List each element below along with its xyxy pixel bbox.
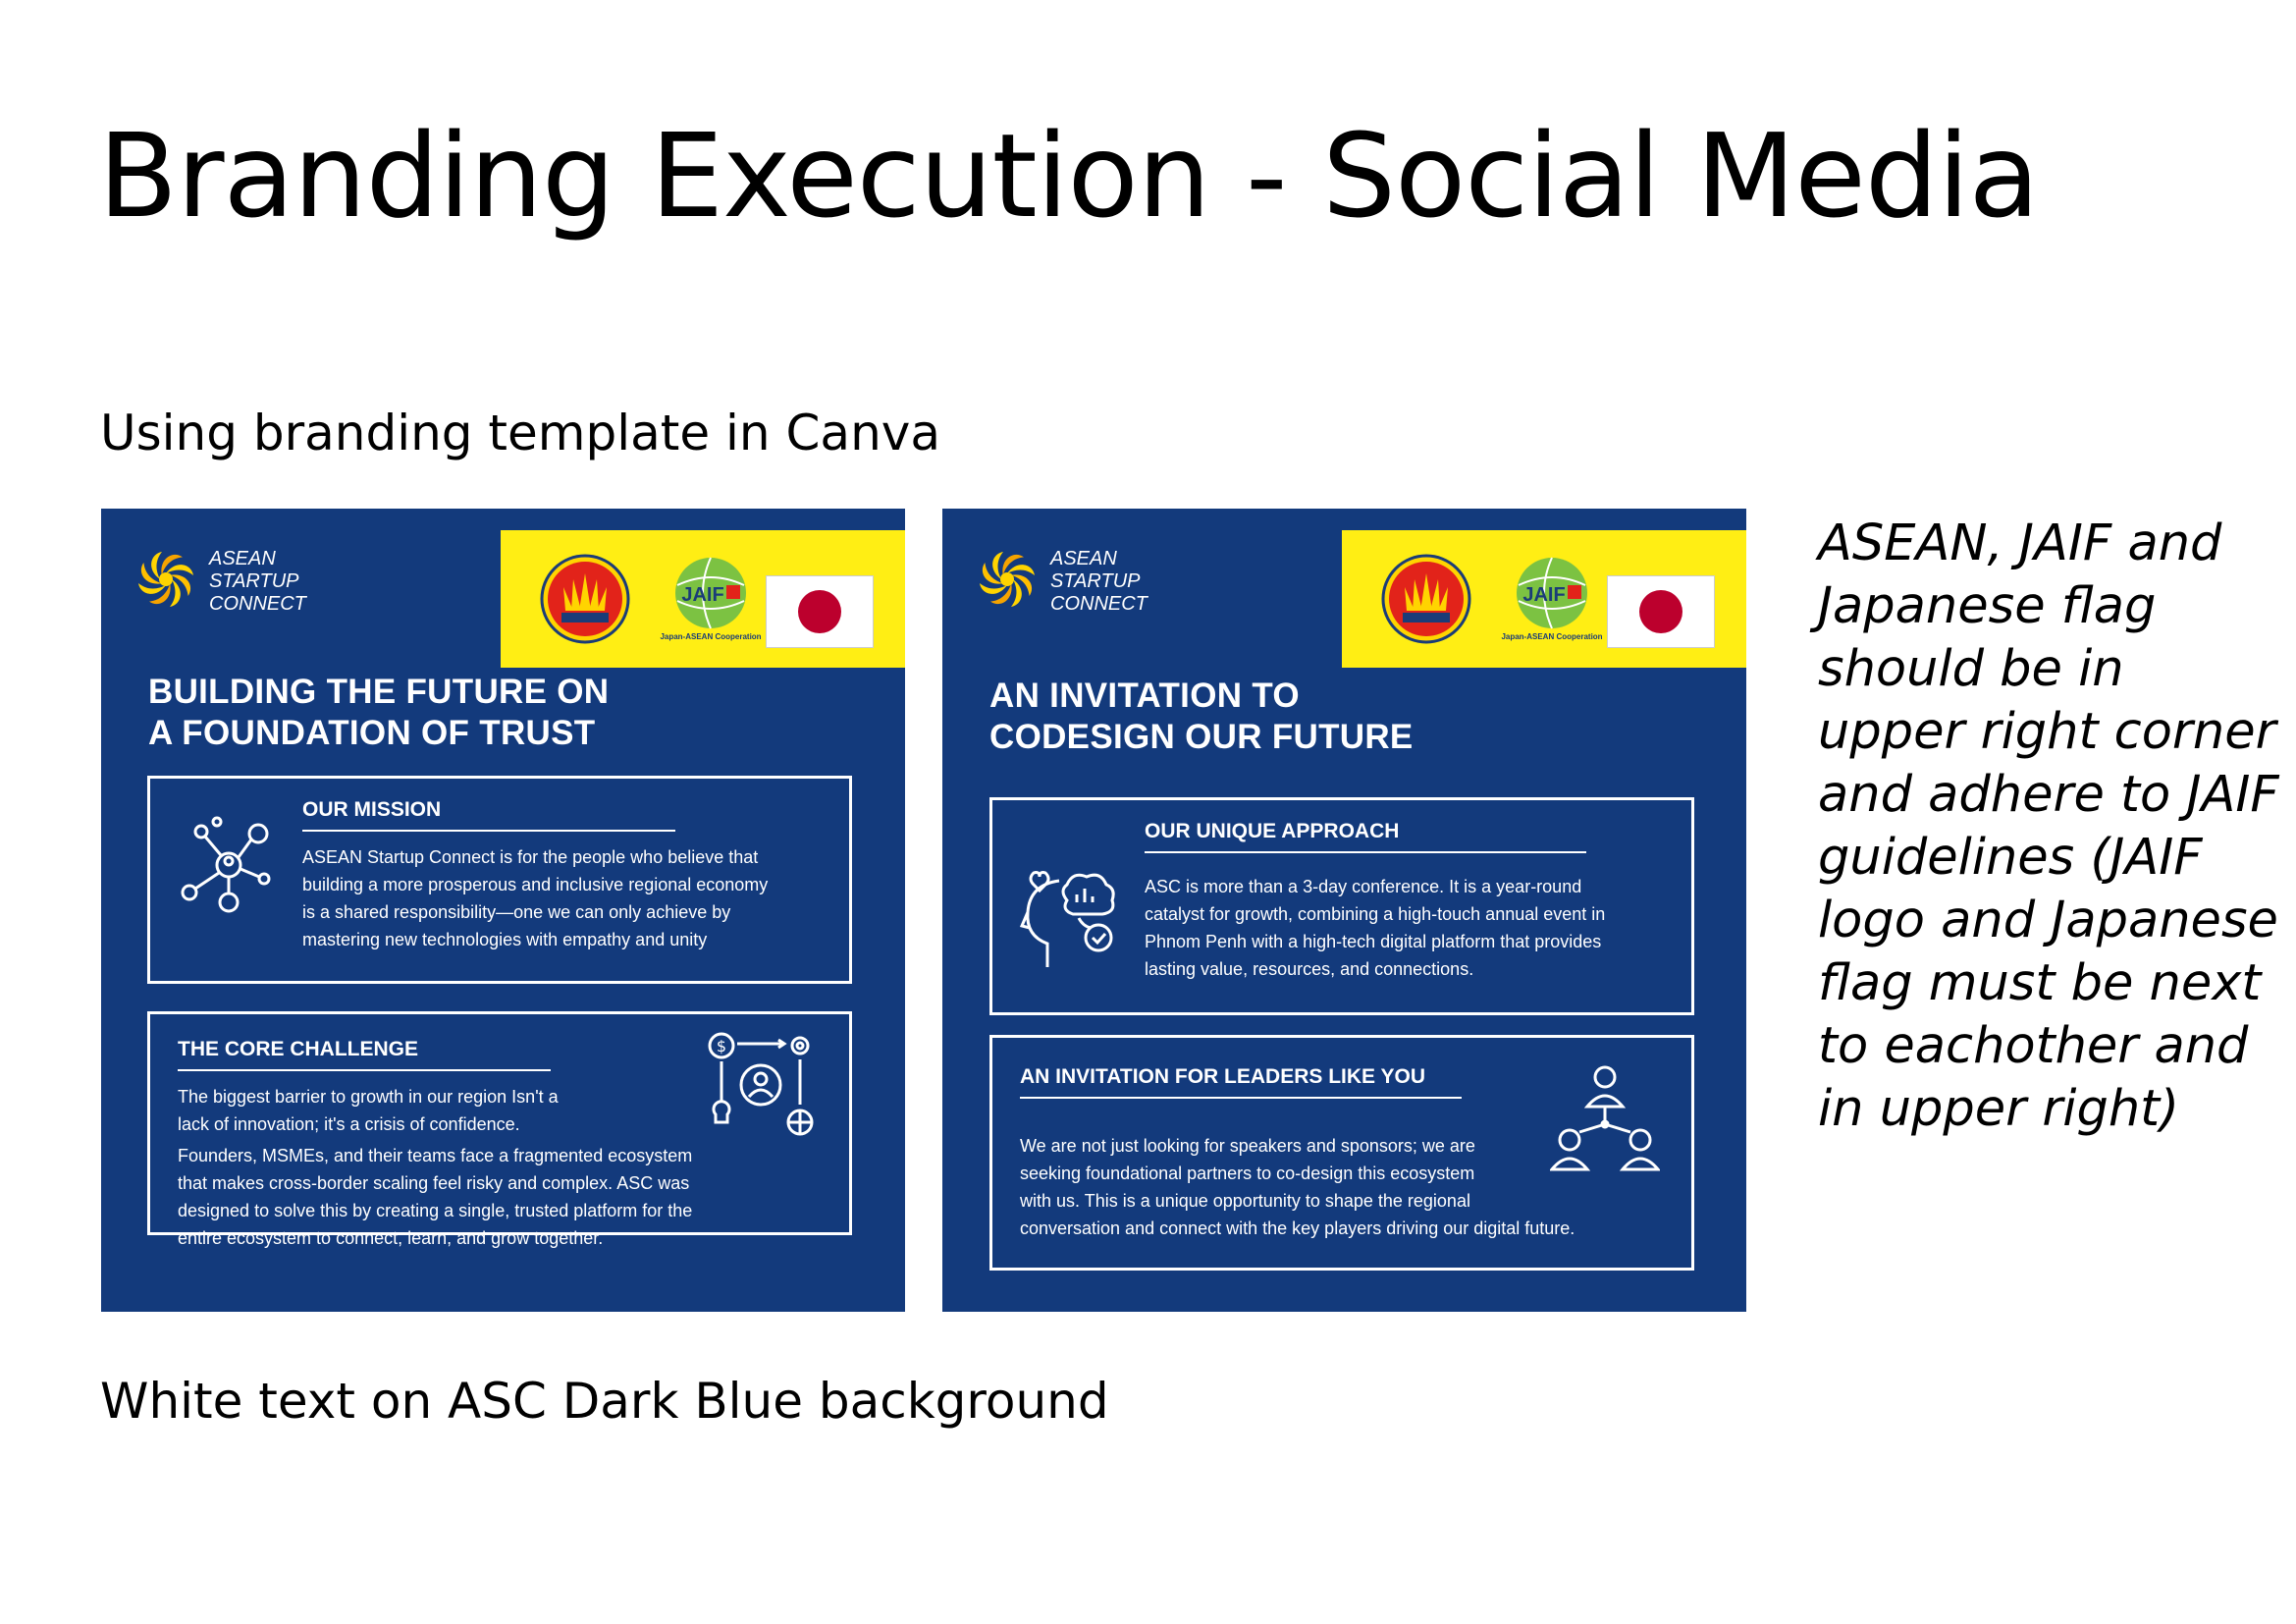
box-body: ASC is more than a 3-day conference. It is a year-round catalyst for growth, combining a high-touch annual event in Phnom Penh with a high-tech digital platform that provides lasting value, resources, and connections.: [1145, 877, 1606, 979]
jaif-globe-icon: [656, 556, 766, 630]
headline-line: AN INVITATION TO: [989, 677, 1300, 715]
asc-logo: [974, 546, 1190, 619]
box-title: OUR MISSION: [302, 798, 442, 821]
slide-subtitle: Using branding template in Canva: [100, 405, 940, 461]
box-title: THE CORE CHALLENGE: [178, 1038, 419, 1060]
jaif-logo-text: JAIF: [1522, 584, 1566, 606]
slide-footer: White text on ASC Dark Blue background: [100, 1373, 1109, 1430]
jaif-globe-icon: [1497, 556, 1607, 630]
japan-flag-icon: [1607, 575, 1715, 648]
jaif-logo-text: JAIF: [681, 584, 724, 606]
post-headline: [148, 672, 609, 754]
social-post-trust: [101, 509, 905, 1312]
asc-logo-line: CONNECT: [209, 593, 306, 615]
partner-logo-band: [501, 530, 905, 668]
head-ideas-icon: [1020, 863, 1122, 971]
box-body: We are not just looking for speakers and sponsors; we are seeking foundational partners to co-design this ecosystem with us. This is a unique opportunity to shape the regional conversation and connect with the key players driving our digital future.: [1020, 1136, 1575, 1238]
headline-line: BUILDING THE FUTURE ON: [148, 673, 610, 711]
asc-logo-line: ASEAN: [209, 548, 276, 569]
slide-title: Branding Execution - Social Media: [98, 108, 2039, 244]
partner-logo-band: [1342, 530, 1746, 668]
sunburst-spiral-icon: [974, 546, 1041, 613]
asc-logo-line: STARTUP: [209, 570, 299, 592]
jaif-logo: [1497, 556, 1607, 644]
headline-line: CODESIGN OUR FUTURE: [989, 718, 1414, 756]
asc-logo-line: ASEAN: [1050, 548, 1117, 569]
box-title: AN INVITATION FOR LEADERS LIKE YOU: [1020, 1065, 1426, 1088]
ecosystem-cycle-icon: [706, 1030, 816, 1140]
guideline-note: ASEAN, JAIF and Japanese flag should be in upper right corner and adhere to JAIF guidelines (JAIF logo and Japanese flag must be next to eachother and in upper right): [1818, 514, 2279, 1138]
jaif-caption: Japan-ASEAN Cooperation: [1501, 632, 1603, 641]
post-headline: [989, 676, 1414, 758]
mission-box: [147, 776, 852, 984]
asc-logo-line: STARTUP: [1050, 570, 1141, 592]
headline-line: A FOUNDATION OF TRUST: [148, 714, 596, 752]
box-body: ASEAN Startup Connect is for the people who believe that building a more prosperous and inclusive regional economy is a shared responsibility—one we can only achieve by mastering new technologies with empathy and unity: [302, 847, 769, 949]
unique-approach-box: [989, 797, 1694, 1015]
core-challenge-box: [147, 1011, 852, 1248]
network-people-icon: [178, 814, 280, 916]
jaif-caption: Japan-ASEAN Cooperation: [660, 632, 762, 641]
svg-text:$: $: [716, 1037, 727, 1056]
box-body: The biggest barrier to growth in our region Isn't a lack of innovation; it's a crisis of confidence. Founders, MSMEs, and their teams face a fragmented ecosystem that makes cross-border scaling feel risky and complex. ASC was designed to solve this by creating a single, trusted platform for the entire ecosystem to connect, learn, and grow together.: [178, 1087, 693, 1248]
asean-emblem-icon: [540, 554, 630, 644]
asc-logo-line: CONNECT: [1050, 593, 1148, 615]
box-title: OUR UNIQUE APPROACH: [1145, 820, 1400, 842]
social-post-codesign: [942, 509, 1746, 1312]
leaders-invitation-box: [989, 1035, 1694, 1271]
asean-emblem-icon: [1381, 554, 1471, 644]
japan-flag-icon: [766, 575, 874, 648]
sunburst-spiral-icon: [133, 546, 199, 613]
jaif-logo: [656, 556, 766, 644]
asc-logo: [133, 546, 348, 619]
